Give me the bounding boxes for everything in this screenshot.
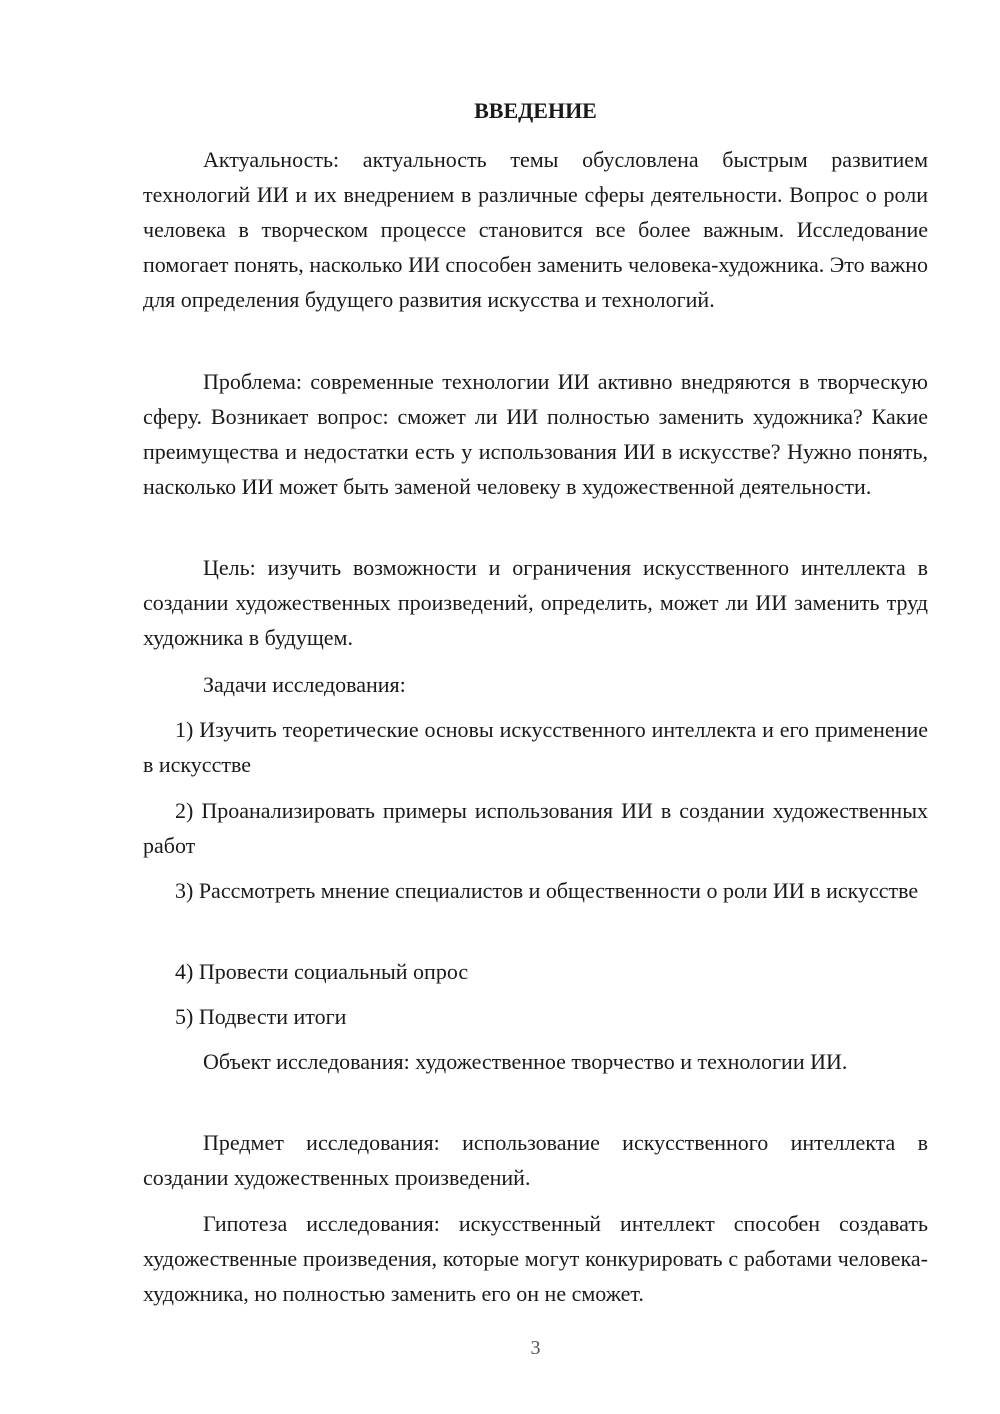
paragraph-tasks-title: Задачи исследования: <box>203 672 406 697</box>
paragraph-hypothesis: Гипотеза исследования: искусственный интеллект способен создавать художественные произведения, которые могут конкурировать с работами человека-художника, но полностью заменить его он не сможет. <box>143 1211 928 1306</box>
paragraph-relevance: Актуальность: актуальность темы обусловлена быстрым развитием технологий ИИ и их внедрением в различные сферы деятельности. Вопрос о роли человека в творческом процессе становится все более важным. Исследование помогает понять, насколько ИИ способен заменить человека-художника. Это важно для определения будущего развития искусства и технологий. <box>143 147 928 312</box>
list-item-task-3: 3) Рассмотреть мнение специалистов и общественности о роли ИИ в искусстве <box>175 878 919 903</box>
page-title: ВВЕДЕНИЕ <box>474 98 597 123</box>
list-item-task-1: 1) Изучить теоретические основы искусственного интеллекта и его применение в искусстве <box>143 717 928 777</box>
list-item-task-5: 5) Подвести итоги <box>175 1004 347 1029</box>
paragraph-problem: Проблема: современные технологии ИИ активно внедряются в творческую сферу. Возникает вопрос: сможет ли ИИ полностью заменить художника? Какие преимущества и недостатки есть у использования ИИ в искусстве? Нужно понять, насколько ИИ может быть заменой человеку в художественной деятельности. <box>143 369 928 499</box>
paragraph-goal: Цель: изучить возможности и ограничения искусственного интеллекта в создании художественных произведений, определить, может ли ИИ заменить труд художника в будущем. <box>143 555 928 650</box>
list-item-task-2: 2) Проанализировать примеры использования ИИ в создании художественных работ <box>143 798 928 858</box>
page-number: 3 <box>530 1337 541 1359</box>
list-item-task-4: 4) Провести социальный опрос <box>175 959 469 984</box>
paragraph-subject: Предмет исследования: использование искусственного интеллекта в создании художественных произведений. <box>143 1130 928 1190</box>
paragraph-object: Объект исследования: художественное творчество и технологии ИИ. <box>203 1049 848 1074</box>
